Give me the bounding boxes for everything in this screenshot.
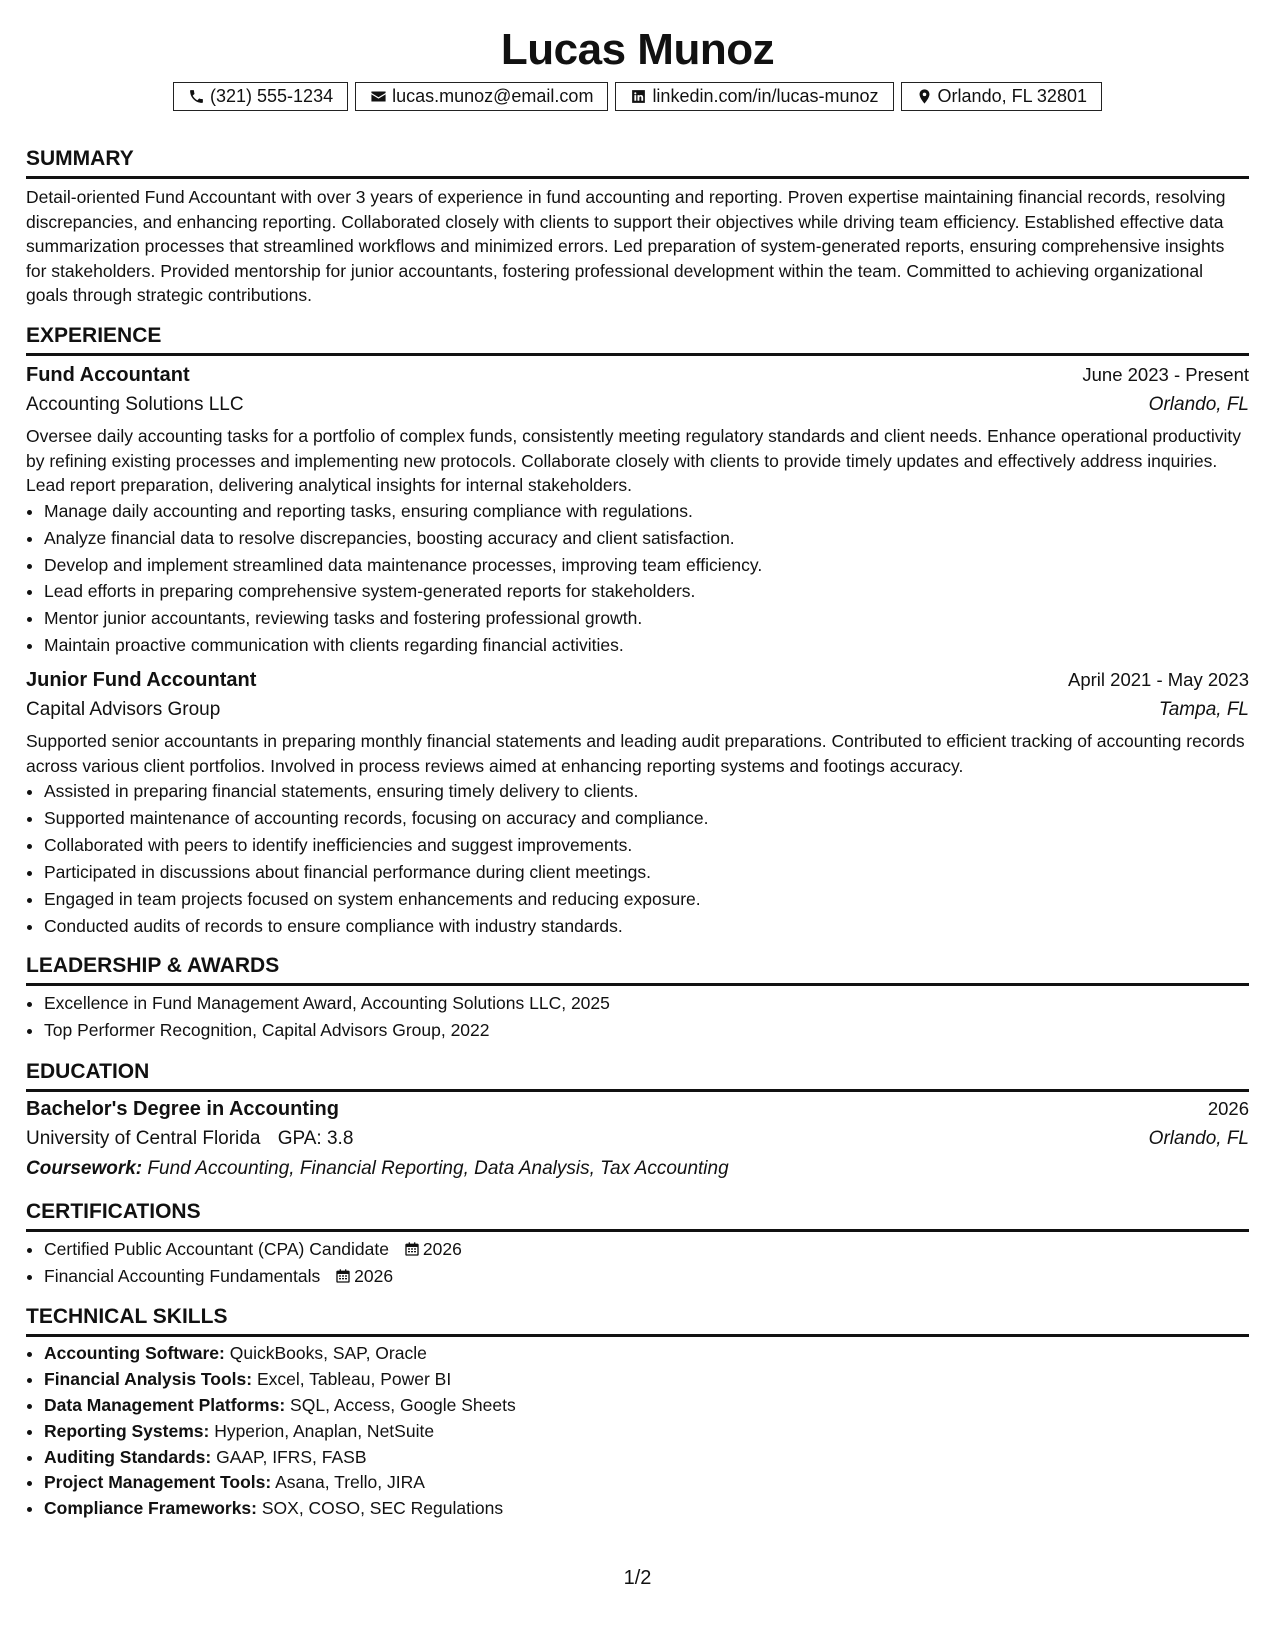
contact-email-text: lucas.munoz@email.com — [392, 86, 594, 106]
linkedin-icon — [630, 88, 647, 105]
leadership-heading: LEADERSHIP & AWARDS — [26, 952, 1249, 986]
skill-value: Hyperion, Anaplan, NetSuite — [214, 1420, 435, 1441]
list-item: • Mentor junior accountants, reviewing tasks and fostering professional growth. — [44, 605, 1249, 632]
education-section — [26, 1058, 1249, 1184]
skill-item — [44, 1496, 1249, 1522]
skill-label: Compliance Frameworks: — [44, 1498, 257, 1519]
school-name: University of Central Florida — [26, 1127, 261, 1149]
list-item: • Analyze financial data to resolve discrepancies, boosting accuracy and client satisfaction. — [44, 525, 1249, 552]
skills-section — [26, 1303, 1249, 1522]
contact-location-text: Orlando, FL 32801 — [937, 86, 1087, 106]
job-description: Supported senior accountants in preparing monthly financial statements and leading audit preparations. Contributed to efficient tracking of accounting records across various client portfolios. Involved in process reviews aimed at enhancing reporting systems and footings accuracy. — [26, 731, 1245, 776]
list-item: • Participated in discussions about financial performance during client meetings. — [44, 859, 1249, 886]
coursework-label: Coursework: — [26, 1157, 143, 1179]
job-company: Capital Advisors Group — [26, 699, 221, 721]
list-item: • Lead efforts in preparing comprehensive system-generated reports for stakeholders. — [44, 578, 1249, 605]
skill-value: Asana, Trello, JIRA — [275, 1472, 425, 1493]
certifications-section — [26, 1198, 1249, 1290]
list-item: • Supported maintenance of accounting records, focusing on accuracy and compliance. — [44, 805, 1249, 832]
certifications-heading: CERTIFICATIONS — [26, 1198, 1249, 1232]
job-bullets — [26, 498, 1249, 659]
job-description: Oversee daily accounting tasks for a portfolio of complex funds, consistently meeting regulatory standards and client needs. Enhance operational productivity by refining existing processes and implementing new protocols. Collaborate closely with clients to provide timely updates and effectively address inquiries. Lead report preparation, delivering analytical insights for internal stakeholders. — [26, 425, 1241, 496]
school-location: Orlando, FL — [1148, 1127, 1249, 1149]
list-item — [44, 1236, 1249, 1263]
contact-linkedin[interactable] — [615, 82, 893, 111]
contact-email[interactable] — [355, 82, 608, 111]
coursework — [26, 1154, 1249, 1184]
candidate-name: Lucas Munoz — [500, 25, 775, 74]
gpa: GPA: 3.8 — [277, 1127, 354, 1149]
job-location: Orlando, FL — [1148, 393, 1249, 415]
experience-heading: EXPERIENCE — [26, 322, 1249, 356]
contact-phone[interactable] — [173, 82, 348, 111]
job-company: Accounting Solutions LLC — [26, 393, 244, 415]
cert-name: Financial Accounting Fundamentals — [44, 1265, 321, 1286]
skill-item — [44, 1393, 1249, 1419]
education-heading: EDUCATION — [26, 1058, 1249, 1092]
contact-phone-text: (321) 555-1234 — [210, 86, 334, 106]
degree-year: 2026 — [1207, 1097, 1249, 1119]
leadership-list — [26, 990, 1249, 1044]
skill-item — [44, 1470, 1249, 1496]
summary-section — [26, 145, 1249, 308]
calendar-icon — [404, 1238, 420, 1254]
skill-value: SOX, COSO, SEC Regulations — [261, 1498, 504, 1519]
skill-label: Accounting Software: — [44, 1343, 225, 1364]
job-location: Tampa, FL — [1158, 699, 1249, 721]
contact-linkedin-text: linkedin.com/in/lucas-munoz — [652, 86, 879, 106]
skill-value: Excel, Tableau, Power BI — [256, 1369, 452, 1390]
job-dates: June 2023 - Present — [1082, 363, 1249, 385]
job-dates: April 2021 - May 2023 — [1068, 669, 1249, 691]
email-icon — [370, 88, 387, 105]
certifications-list — [26, 1236, 1249, 1290]
job-entry — [26, 360, 1249, 659]
experience-section — [26, 322, 1249, 940]
skill-item — [44, 1341, 1249, 1367]
list-item: • Develop and implement streamlined data maintenance processes, improving team efficiency. — [44, 552, 1249, 579]
skill-item — [44, 1445, 1249, 1471]
degree-title: Bachelor's Degree in Accounting — [26, 1097, 339, 1120]
skill-value: GAAP, IFRS, FASB — [216, 1446, 367, 1467]
skill-value: QuickBooks, SAP, Oracle — [229, 1343, 427, 1364]
list-item: • Excellence in Fund Management Award, Accounting Solutions LLC, 2025 — [44, 990, 1249, 1017]
list-item: • Assisted in preparing financial statements, ensuring timely delivery to clients. — [44, 778, 1249, 805]
skill-label: Project Management Tools: — [44, 1472, 272, 1493]
page-number: 1/2 — [623, 1567, 652, 1589]
skill-label: Reporting Systems: — [44, 1420, 210, 1441]
contact-bar — [26, 82, 1249, 111]
skill-value: SQL, Access, Google Sheets — [290, 1395, 516, 1416]
location-icon — [916, 88, 933, 105]
job-title: Fund Accountant — [26, 363, 190, 386]
job-bullets — [26, 778, 1249, 939]
calendar-icon — [335, 1265, 351, 1281]
skills-heading: TECHNICAL SKILLS — [26, 1303, 1249, 1337]
job-title: Junior Fund Accountant — [26, 669, 257, 692]
leadership-section — [26, 952, 1249, 1044]
list-item: • Manage daily accounting and reporting tasks, ensuring compliance with regulations. — [44, 498, 1249, 525]
skill-item — [44, 1419, 1249, 1445]
list-item: • Conducted audits of records to ensure compliance with industry standards. — [44, 913, 1249, 940]
coursework-list: Fund Accounting, Financial Reporting, Data Analysis, Tax Accounting — [147, 1157, 729, 1179]
cert-name: Certified Public Accountant (CPA) Candidate — [44, 1238, 389, 1259]
list-item: • Top Performer Recognition, Capital Advisors Group, 2022 — [44, 1017, 1249, 1044]
summary-text: Detail-oriented Fund Accountant with over 3 years of experience in fund accounting and reporting. Proven expertise maintaining financial records, resolving discrepancies, and enhancing reporting. Collaborated closely with clients to support their objectives while driving team efficiency. Established effective data summarization processes that streamlined workflows and minimized errors. Led preparation of system-generated reports, ensuring comprehensive insights for stakeholders. Provided mentorship for junior accountants, fostering professional development within the team. Committed to achieving organizational goals through strategic contributions. — [26, 187, 1226, 306]
list-item: • Collaborated with peers to identify inefficiencies and suggest improvements. — [44, 832, 1249, 859]
skill-label: Data Management Platforms: — [44, 1395, 286, 1416]
list-item: • Maintain proactive communication with clients regarding financial activities. — [44, 632, 1249, 659]
cert-year: 2026 — [354, 1265, 394, 1286]
cert-year: 2026 — [422, 1238, 462, 1259]
job-entry — [26, 665, 1249, 940]
skill-label: Auditing Standards: — [44, 1446, 212, 1467]
skill-label: Financial Analysis Tools: — [44, 1369, 253, 1390]
list-item: • Engaged in team projects focused on system enhancements and reducing exposure. — [44, 886, 1249, 913]
phone-icon — [188, 88, 205, 105]
list-item — [44, 1263, 1249, 1290]
summary-heading: SUMMARY — [26, 145, 1249, 179]
contact-location[interactable] — [901, 82, 1102, 111]
skills-list — [26, 1341, 1249, 1522]
skill-item — [44, 1367, 1249, 1393]
